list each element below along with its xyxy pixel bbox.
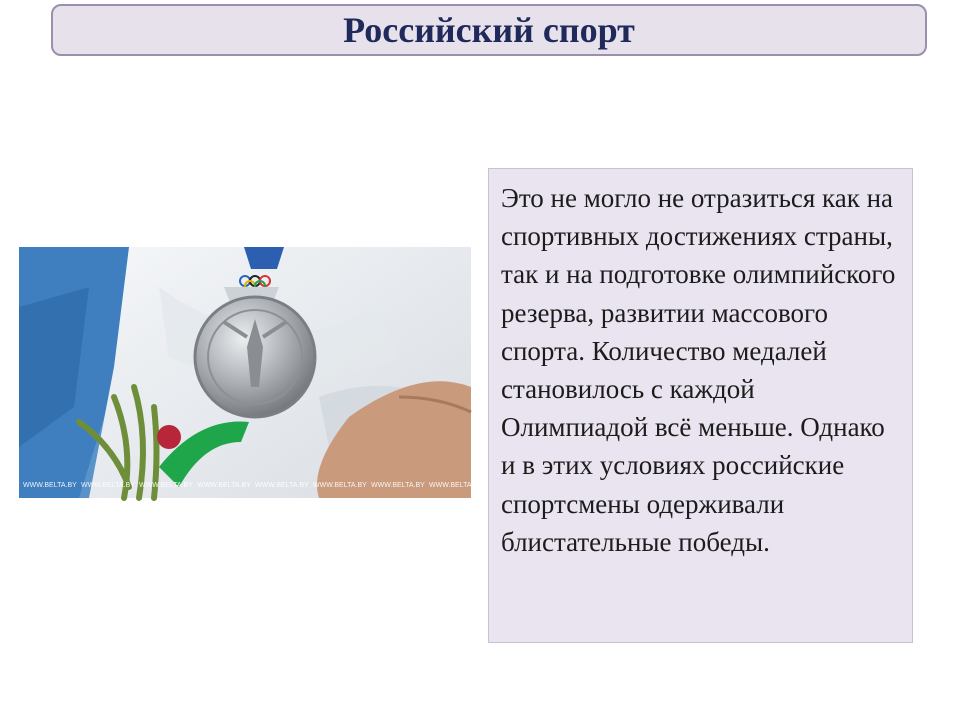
text-box <box>488 168 913 643</box>
medal-photo <box>19 247 483 498</box>
watermark-text: WWW.BELTA.BY <box>313 482 367 489</box>
watermark-text: WWW.BELTA.BY <box>429 482 483 489</box>
watermark-text: WWW.BELTA.BY <box>81 482 135 489</box>
watermark-text: WWW.BELTA.BY <box>139 482 193 489</box>
watermark-text: WWW.BELTA.BY <box>197 482 251 489</box>
body-paragraph: Это не могло не отразиться как на спортивных достижениях страны, так и на подготовке олимпийского резерва, развитии массового спорта. Количество медалей становилось с каждой Олимпиадой всё меньше. Однако и в этих условиях российские спортсмены одерживали блистательные победы. <box>501 183 896 557</box>
watermark-text: WWW.BELTA.BY <box>23 482 77 489</box>
slide-title: Российский спорт <box>343 10 635 50</box>
watermark-text: WWW.BELTA.BY <box>371 482 425 489</box>
title-bar <box>51 4 927 56</box>
watermark-text: WWW.BELTA.BY <box>255 482 309 489</box>
